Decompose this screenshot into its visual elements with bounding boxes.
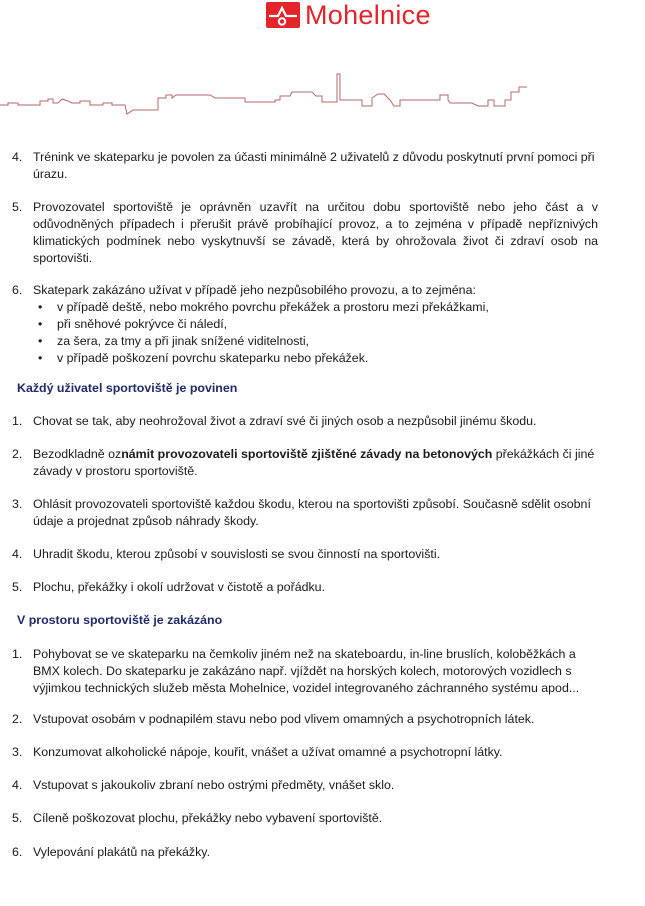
section-heading-forbidden: V prostoru sportoviště je zakázáno (17, 613, 223, 627)
rule-item (12, 579, 598, 596)
item-text-part: překážkách či jiné závady v prostoru sportoviště. (33, 447, 595, 478)
item-number: 6. (12, 845, 23, 859)
item-number: 2. (12, 447, 23, 461)
bullet-item: • v případě poškození povrchu skateparku nebo překážek. (33, 350, 598, 367)
item-number: 5. (12, 200, 23, 214)
item-text: Vstupovat osobám v podnapilém stavu nebo pod vlivem omamných a psychotropních látek. (33, 712, 535, 726)
bullet-item: • v případě deště, nebo mokrého povrchu překážek a prostoru mezi překážkami, (33, 299, 598, 316)
item-text: Skatepark zakázáno užívat v případě jeho nezpůsobilého provozu, a to zejména: (33, 283, 476, 297)
item-text: Konzumovat alkoholické nápoje, kouřit, vnášet a užívat omamné a psychotropní látky. (33, 745, 503, 759)
item-number: 5. (12, 580, 23, 594)
rule-item (12, 149, 598, 183)
item-text-part: Bezodkladně oz (33, 447, 122, 461)
rule-item (12, 777, 598, 794)
rule-item (12, 810, 598, 827)
rule-item (12, 199, 598, 267)
city-skyline-decoration (0, 70, 645, 120)
item-text: Plochu, překážky i okolí udržovat v čistotě a pořádku. (33, 580, 326, 594)
rule-item (12, 413, 598, 430)
rule-item (12, 282, 598, 367)
rule-item (12, 711, 598, 728)
mohelnice-logo (266, 0, 431, 30)
item-number: 4. (12, 150, 23, 164)
rule-item (12, 844, 598, 861)
item-number: 6. (12, 283, 23, 297)
item-text: Cíleně poškozovat plochu, překážky nebo vybavení sportoviště. (33, 811, 383, 825)
item-number: 4. (12, 547, 23, 561)
item-number: 1. (12, 414, 23, 428)
item-text: Trénink ve skateparku je povolen za účasti minimálně 2 uživatelů z důvodu poskytnutí první pomoci při úrazu. (33, 150, 595, 181)
item-text: Pohybovat se ve skateparku na čemkoliv jiném než na skateboardu, in-line bruslích, koloběžkách a BMX kolech. Do skateparku je zakázáno např. vjíždět na horských kolech, motorových vozidlech s výjimkou technických služeb města Mohelnice, vozidel integrovaného záchranného systému apod... (33, 647, 580, 695)
item-text-bold: námit provozovateli sportoviště zjištěné závady na betonových (121, 447, 493, 461)
section-heading-duties: Každý uživatel sportoviště je povinen (17, 381, 238, 395)
rule-item (12, 744, 598, 761)
item-number: 3. (12, 497, 23, 511)
rule-item (12, 646, 598, 697)
logo-mark-icon (266, 2, 300, 28)
item-number: 4. (12, 778, 23, 792)
bullet-item: • při sněhové pokrývce či náledí, (33, 316, 598, 333)
item-text: Chovat se tak, aby neohrožoval život a zdraví své či jiných osob a nezpůsobil jinému škodu. (33, 414, 537, 428)
logo-text: Mohelnice (305, 0, 431, 30)
item-text: Provozovatel sportoviště je oprávněn uzavřít na určitou dobu sportoviště nebo jeho část a v odůvodněných případech i přerušit právě probíhající provoz, a to zejména v případě nepříznivých klimatických podmínek nebo vyskytnuvší se závadě, která by ohrožovala život či zdraví osob na sportovišti. (33, 200, 598, 265)
item-text: Vstupovat s jakoukoliv zbraní nebo ostrými předměty, vnášet sklo. (33, 778, 395, 792)
item-number: 5. (12, 811, 23, 825)
item-text: Uhradit škodu, kterou způsobí v souvislosti se svou činností na sportovišti. (33, 547, 441, 561)
rule-item (12, 496, 598, 530)
item-number: 1. (12, 647, 23, 661)
rule-item (12, 446, 598, 480)
item-text: Ohlásit provozovateli sportoviště každou škodu, kterou na sportovišti způsobí. Současně sdělit osobní údaje a projednat způsob náhrady škody. (33, 497, 591, 528)
bullet-item: • za šera, za tmy a při jinak snížené viditelnosti, (33, 333, 598, 350)
conditions-list (33, 299, 598, 367)
item-text: Vylepování plakátů na překážky. (33, 845, 211, 859)
item-number: 2. (12, 712, 23, 726)
item-text (33, 446, 598, 480)
rule-item (12, 546, 598, 563)
item-number: 3. (12, 745, 23, 759)
